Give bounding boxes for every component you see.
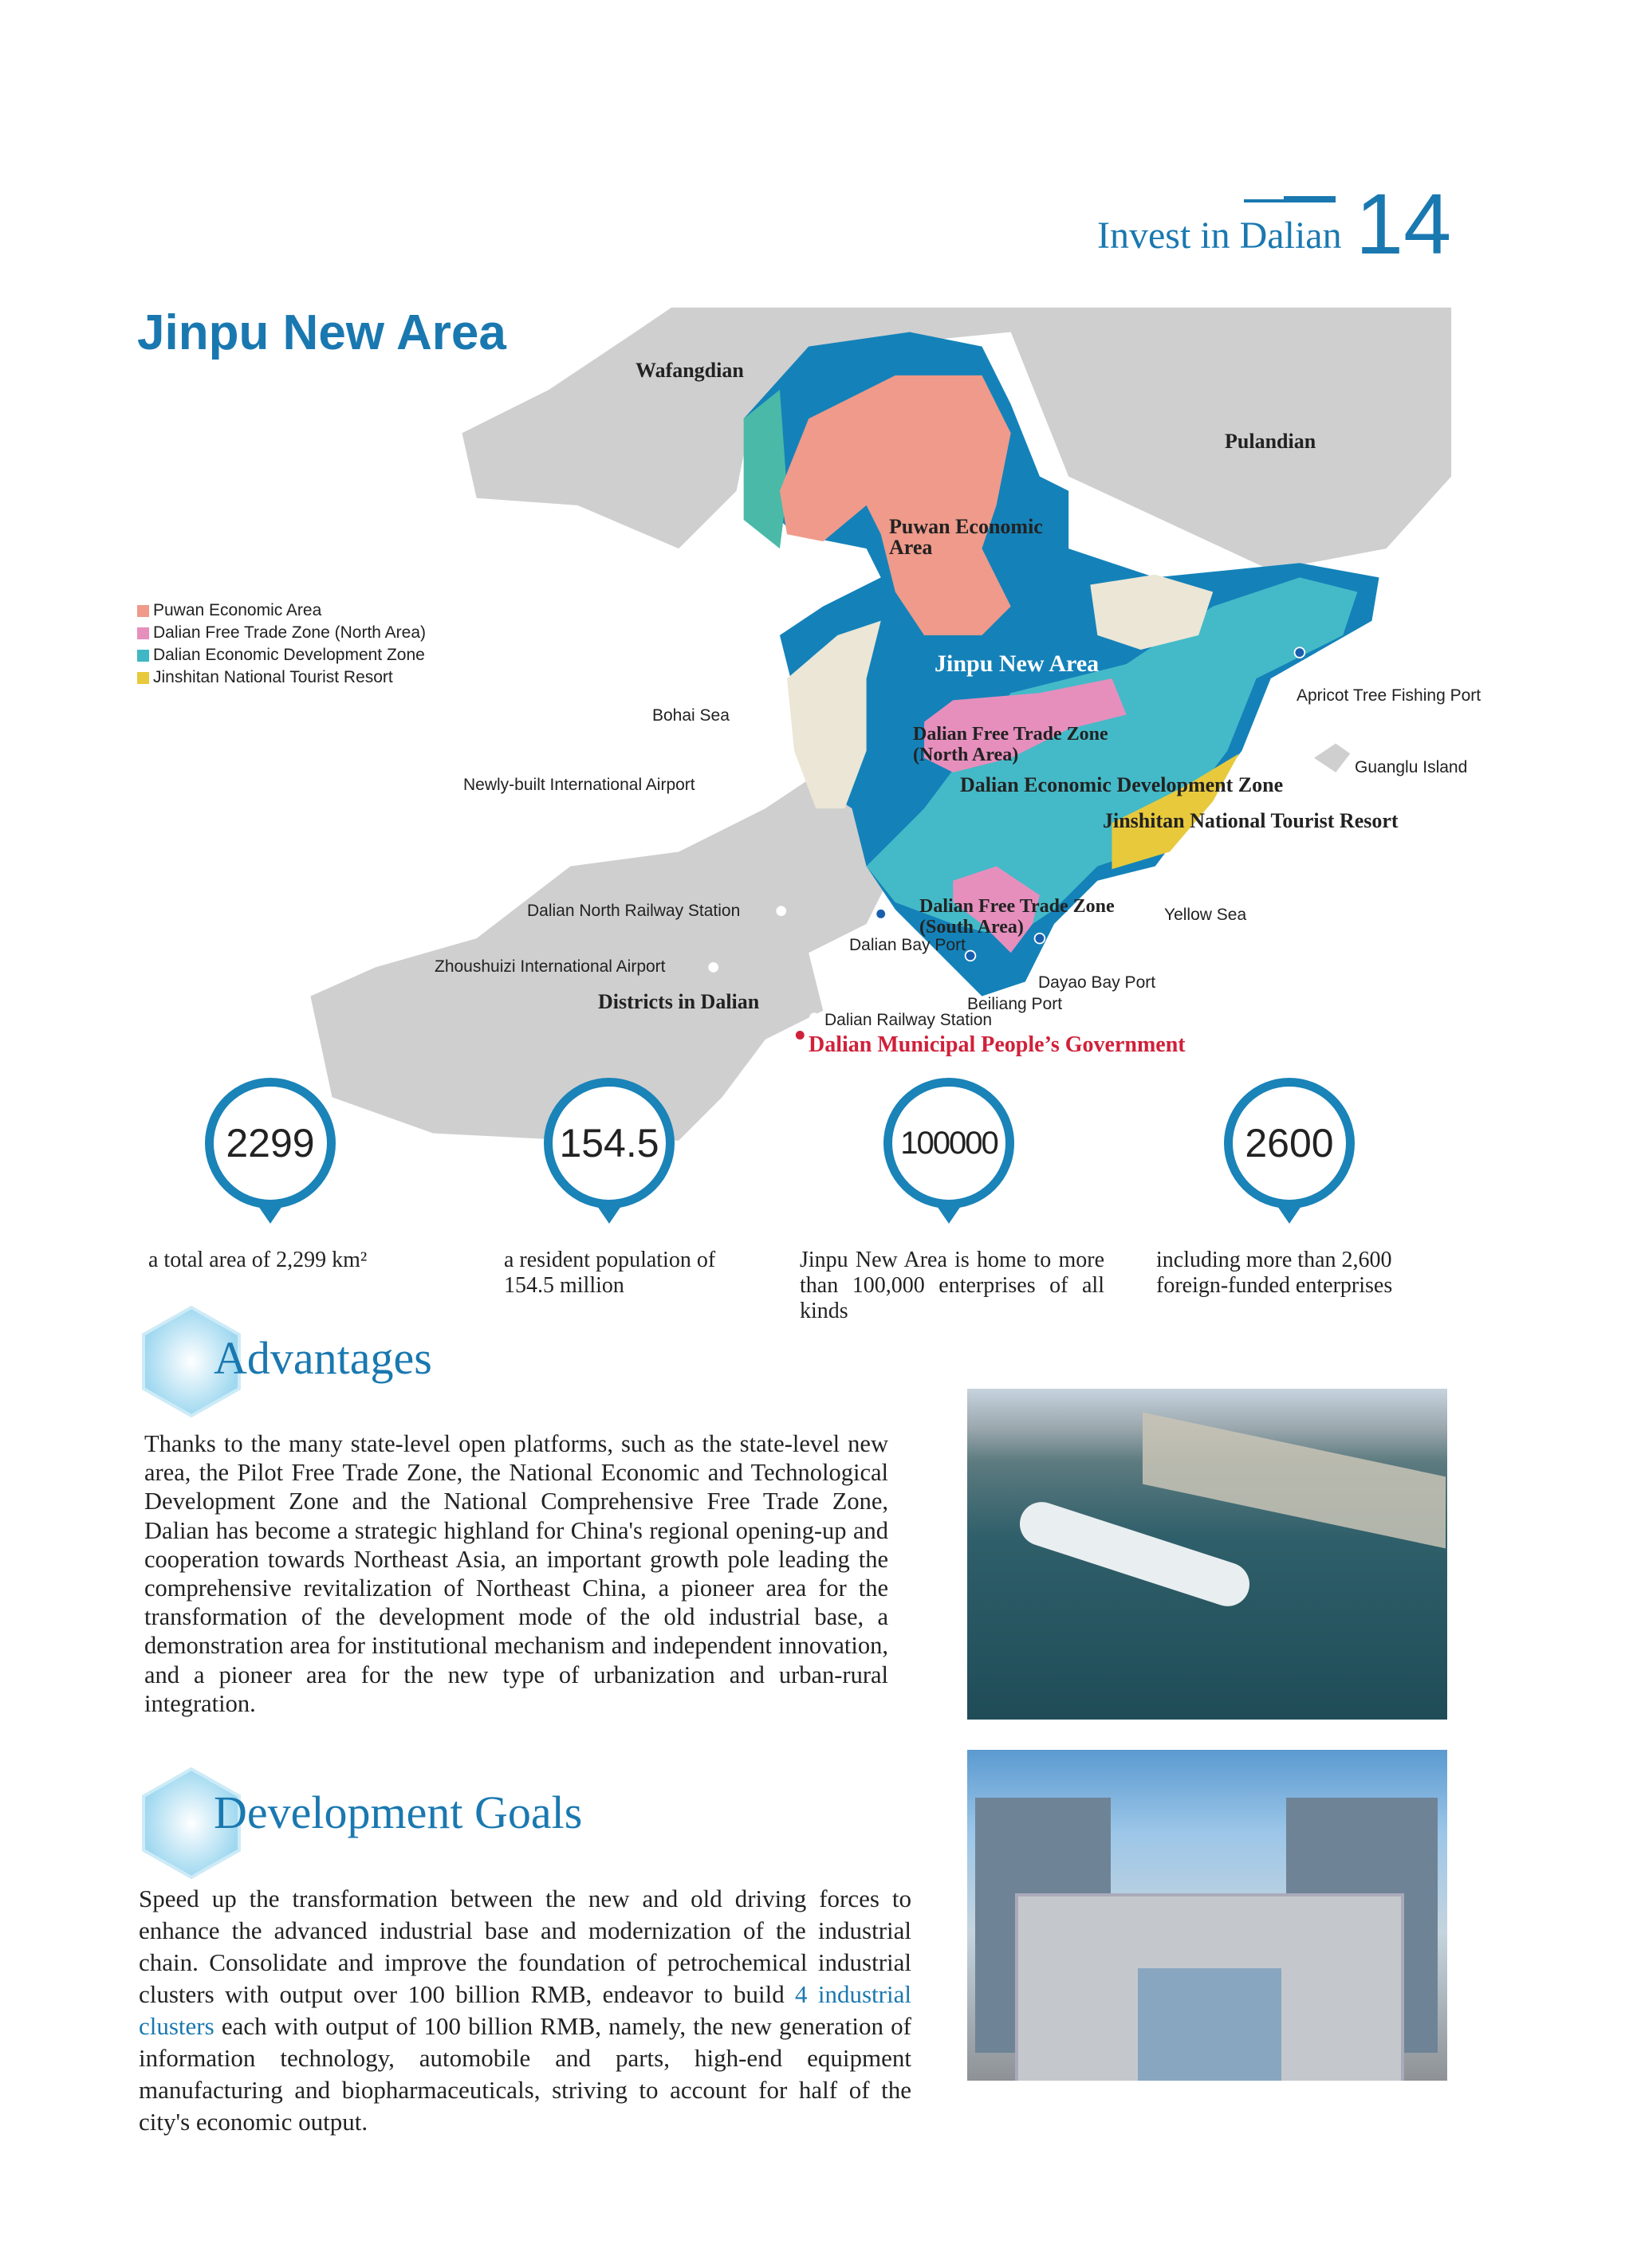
stat-caption: a resident population of 154.5 million <box>504 1248 716 1298</box>
goals-heading: Development Goals <box>214 1786 583 1838</box>
map-label-jinpu: Jinpu New Area <box>935 651 1100 677</box>
map-label-jinshitan: Jinshitan National Tourist Resort <box>1103 809 1399 832</box>
page-number: 14 <box>1356 175 1452 272</box>
map-label-puwan: Puwan Economic Area <box>889 515 1043 559</box>
map-label-railway: Dalian Railway Station <box>824 1011 993 1029</box>
building-photo <box>967 1750 1447 2081</box>
goals-body <box>139 1883 911 2138</box>
advantages-body: Thanks to the many state-level open platforms, such as the state-level new area, the Pilot Free Trade Zone, the National Economic and Technological Development Zone and the National Comprehensive Free Trade Zone, Dalian has become a strategic highland for China's regional opening-up and cooperation towards Northeast Asia, an important growth pole leading the comprehensive revitalization of Northeast China, a pioneer area for the transformation of the development mode of the old industrial base, a demonstration area for institutional mechanism and independent innovation, and a pioneer area for the new type of urbanization and urban-rural integration. <box>144 1430 888 1717</box>
legend-item <box>137 622 426 644</box>
header-rule-accent <box>1284 196 1336 202</box>
tanker-ship <box>1014 1496 1255 1612</box>
legend-item <box>137 666 426 689</box>
map-label-guanglu: Guanglu Island <box>1355 758 1468 776</box>
map-label-pulandian: Pulandian <box>1225 430 1316 453</box>
swatch-icon <box>137 605 149 617</box>
map-label-bohai: Bohai Sea <box>652 706 730 725</box>
west-teal <box>744 390 787 548</box>
legend-label: Puwan Economic Area <box>153 601 322 619</box>
stat-caption: a total area of 2,299 km² <box>148 1248 368 1272</box>
map-label-wafangdian: Wafangdian <box>635 359 744 382</box>
swatch-icon <box>137 672 149 684</box>
map-label-north-station: Dalian North Railway Station <box>527 902 741 920</box>
gate-opening <box>1138 1968 1281 2081</box>
port-marker <box>966 951 976 961</box>
airport-marker <box>708 962 718 973</box>
map-legend <box>137 599 426 689</box>
map-label-beiliang: Beiliang Port <box>967 995 1063 1013</box>
publication-title: Invest in Dalian <box>1097 214 1342 257</box>
map-label-zhoushuizi: Zhoushuizi International Airport <box>435 957 666 976</box>
map-label-bay-port: Dalian Bay Port <box>849 936 966 954</box>
stat-population: 154.5 <box>544 1078 675 1209</box>
station-marker <box>809 1012 820 1023</box>
map-label-districts: Districts in Dalian <box>598 990 760 1013</box>
advantages-heading: Advantages <box>214 1332 432 1384</box>
swatch-icon <box>137 650 149 662</box>
stat-caption: including more than 2,600 foreign-funded enterprises <box>1156 1248 1393 1298</box>
legend-item <box>137 599 426 622</box>
station-marker <box>776 906 786 916</box>
guanglu-island <box>1314 744 1350 772</box>
map-label-yellow-sea: Yellow Sea <box>1164 906 1247 924</box>
stat-area: 2299 <box>205 1078 336 1209</box>
map-label-government: Dalian Municipal People’s Government <box>809 1032 1186 1057</box>
swatch-icon <box>137 627 149 639</box>
government-marker <box>795 1030 805 1040</box>
port-marker <box>1295 647 1305 658</box>
legend-item <box>137 644 426 666</box>
stat-foreign-enterprises: 2600 <box>1224 1078 1355 1209</box>
map-label-ftz-south: Dalian Free Trade Zone (South Area) <box>919 896 1115 937</box>
goals-text: each with output of 100 billion RMB, namely, the new generation of information technology, automobile and parts, high-end equipment manufacturing and biopharmaceuticals, striving to account for half of the city's economic output. <box>139 2012 911 2136</box>
map-label-edz: Dalian Economic Development Zone <box>960 773 1284 796</box>
terminal-shape <box>1143 1413 1446 1549</box>
goals-highlight: 4 industrial clusters <box>139 1980 911 2040</box>
gate-building <box>1015 1893 1404 2081</box>
legend-label: Dalian Free Trade Zone (North Area) <box>153 623 426 642</box>
page-title: Jinpu New Area <box>137 305 506 360</box>
map-label-apricot: Apricot Tree Fishing Port <box>1297 686 1482 705</box>
legend-label: Dalian Economic Development Zone <box>153 646 425 664</box>
goals-text: Speed up the transformation between the new and old driving forces to enhance the advanced industrial base and modernization of the industrial chain. Consolidate and improve the foundation of petrochemical industrial clusters with output over 100 billion RMB, endeavor to build <box>139 1885 911 2008</box>
stat-caption: Jinpu New Area is home to more than 100,000 enterprises of all kinds <box>800 1248 1104 1323</box>
airport-marker <box>747 782 757 792</box>
map-label-dayao: Dayao Bay Port <box>1038 973 1156 992</box>
map-label-new-airport: Newly-built International Airport <box>463 776 695 794</box>
port-marker <box>876 909 886 919</box>
port-photo <box>967 1389 1447 1720</box>
map-label-ftz-north: Dalian Free Trade Zone (North Area) <box>913 724 1108 765</box>
stat-enterprises: 100000 <box>883 1078 1014 1209</box>
legend-label: Jinshitan National Tourist Resort <box>153 668 393 686</box>
